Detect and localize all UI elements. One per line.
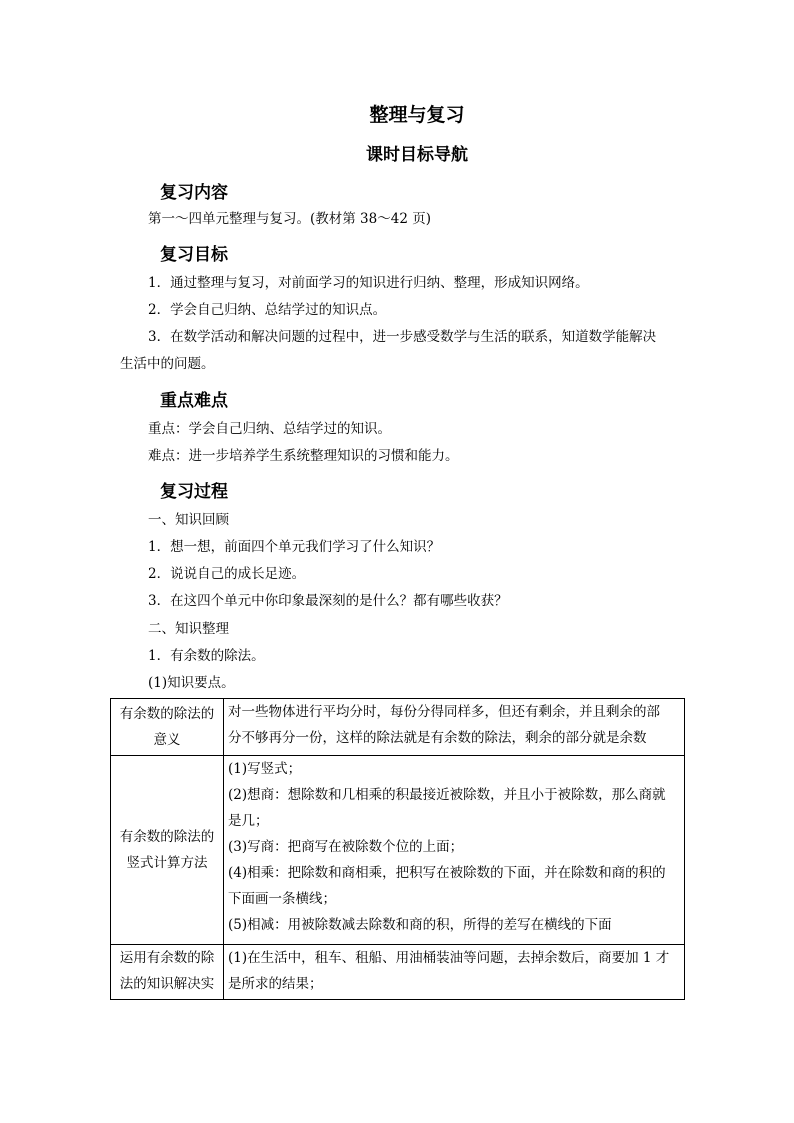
table-row-label — [111, 756, 224, 945]
label-line: 竖式计算方法 — [126, 855, 208, 871]
process-part2-sub-1: (1)知识要点。 — [148, 675, 235, 691]
content-line: (4)相乘：把除数和商相乘，把积写在被除数的下面，并在除数和商的积的 — [228, 865, 666, 881]
process-part2-item-1: 1．有余数的除法。 — [148, 648, 265, 664]
table-row — [111, 756, 685, 945]
key-focus: 重点：学会自己归纳、总结学过的知识。 — [148, 421, 391, 437]
table-row-content — [224, 945, 685, 1000]
content-line: 是所求的结果； — [228, 976, 323, 992]
knowledge-table — [110, 698, 685, 1000]
label-line: 法的知识解决实 — [119, 976, 215, 992]
process-part-1: 一、知识回顾 — [148, 512, 229, 528]
content-line: 下面画一条横线； — [228, 891, 336, 907]
key-difficulty: 难点：进一步培养学生系统整理知识的习惯和能力。 — [148, 448, 459, 464]
table-row — [111, 945, 685, 1000]
table-row-content — [224, 756, 685, 945]
page-title: 整理与复习 — [369, 104, 465, 126]
content-line: 是几； — [228, 813, 269, 829]
label-line: 有余数的除法的 — [119, 706, 215, 722]
process-part1-item-2: 2．说说自己的成长足迹。 — [148, 566, 306, 582]
table-row-label — [111, 945, 224, 1000]
goal-item-1: 1．通过整理与复习，对前面学习的知识进行归纳、整理，形成知识网络。 — [148, 275, 589, 291]
process-part1-item-1: 1．想一想，前面四个单元我们学习了什么知识？ — [148, 539, 441, 555]
content-line: 分不够再分一份，这样的除法就是有余数的除法，剩余的部分就是余数 — [228, 730, 647, 746]
table-row-label — [111, 699, 224, 756]
content-text: 第一～四单元整理与复习。(教材第 38～42 页) — [148, 211, 431, 227]
table-row-content — [224, 699, 685, 756]
goal-item-3-cont: 生活中的问题。 — [120, 356, 215, 372]
process-part-2: 二、知识整理 — [148, 621, 229, 637]
content-line: (5)相减：用被除数减去除数和商的积，所得的差写在横线的下面 — [228, 917, 612, 933]
content-line: 对一些物体进行平均分时，每份分得同样多，但还有剩余，并且剩余的部 — [228, 704, 660, 720]
content-line: (1)在生活中，租车、租船、用油桶装油等问题，去掉余数后，商要加 1 才 — [228, 950, 670, 966]
content-line: (2)想商：想除数和几相乘的积最接近被除数，并且小于被除数，那么商就 — [228, 787, 666, 803]
heading-goals: 复习目标 — [160, 245, 228, 265]
heading-key: 重点难点 — [160, 391, 228, 411]
label-line: 有余数的除法的 — [119, 829, 215, 845]
label-line: 运用有余数的除 — [119, 950, 215, 966]
process-part1-item-3: 3．在这四个单元中你印象最深刻的是什么？都有哪些收获？ — [148, 593, 508, 609]
table-row — [111, 699, 685, 756]
content-line: (3)写商：把商写在被除数个位的上面； — [228, 839, 464, 855]
heading-process: 复习过程 — [160, 482, 228, 502]
content-line: (1)写竖式； — [228, 761, 302, 777]
goal-item-2: 2．学会自己归纳、总结学过的知识点。 — [148, 302, 387, 318]
heading-content: 复习内容 — [160, 183, 228, 203]
label-line: 意义 — [153, 732, 181, 748]
goal-item-3: 3．在数学活动和解决问题的过程中，进一步感受数学与生活的联系，知道数学能解决 — [148, 329, 657, 345]
page-subtitle: 课时目标导航 — [366, 145, 468, 165]
